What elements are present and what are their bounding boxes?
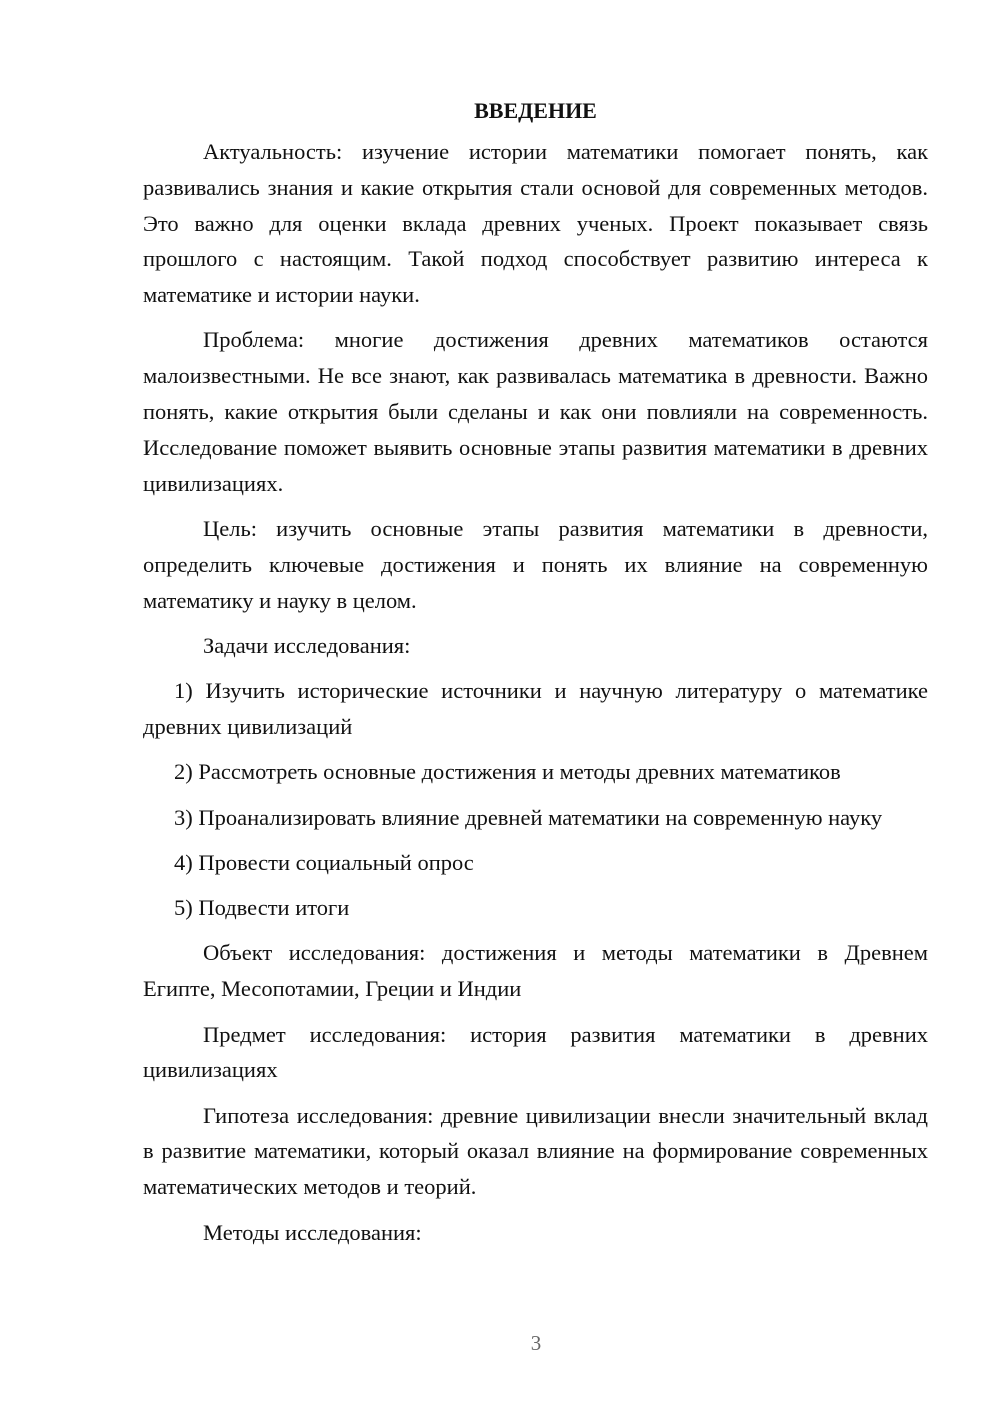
section-title: ВВЕДЕНИЕ bbox=[474, 98, 597, 123]
paragraph-subject: Предмет исследования: история развития математики в древних цивилизациях bbox=[143, 1021, 928, 1083]
paragraph-object: Объект исследования: достижения и методы математики в Древнем Египте, Месопотамии, Греции и Индии bbox=[143, 940, 928, 1002]
task-item-2: 2) Рассмотреть основные достижения и методы древних математиков bbox=[174, 759, 841, 785]
page-content bbox=[143, 93, 928, 1260]
task-item-5: 5) Подвести итоги bbox=[174, 895, 350, 921]
page-number: 3 bbox=[530, 1331, 542, 1355]
paragraph-hypothesis: Гипотеза исследования: древние цивилизации внесли значительный вклад в развитие математики, который оказал влияние на формирование современных математических методов и теорий. bbox=[143, 1102, 928, 1200]
paragraph-tasks-heading: Задачи исследования: bbox=[203, 632, 411, 658]
paragraph-problem: Проблема: многие достижения древних математиков остаются малоизвестными. Не все знают, как развивалась математика в древности. Важно понять, какие открытия были сделаны и как они повлияли на современность. Исследование поможет выявить основные этапы развития математики в древних цивилизациях. bbox=[143, 327, 928, 496]
task-item-3: 3) Проанализировать влияние древней математики на современную науку bbox=[174, 804, 883, 830]
task-item-4: 4) Провести социальный опрос bbox=[174, 849, 474, 875]
task-item-1: 1) Изучить исторические источники и научную литературу о математике древних цивилизаций bbox=[143, 678, 928, 739]
paragraph-relevance: Актуальность: изучение истории математики помогает понять, как развивались знания и какие открытия стали основой для современных методов. Это важно для оценки вклада древних ученых. Проект показывает связь прошлого с настоящим. Такой подход способствует развитию интереса к математике и истории науки. bbox=[143, 139, 928, 308]
paragraph-methods: Методы исследования: bbox=[203, 1219, 422, 1245]
paragraph-goal: Цель: изучить основные этапы развития математики в древности, определить ключевые достижения и понять их влияние на современную математику и науку в целом. bbox=[143, 515, 928, 613]
